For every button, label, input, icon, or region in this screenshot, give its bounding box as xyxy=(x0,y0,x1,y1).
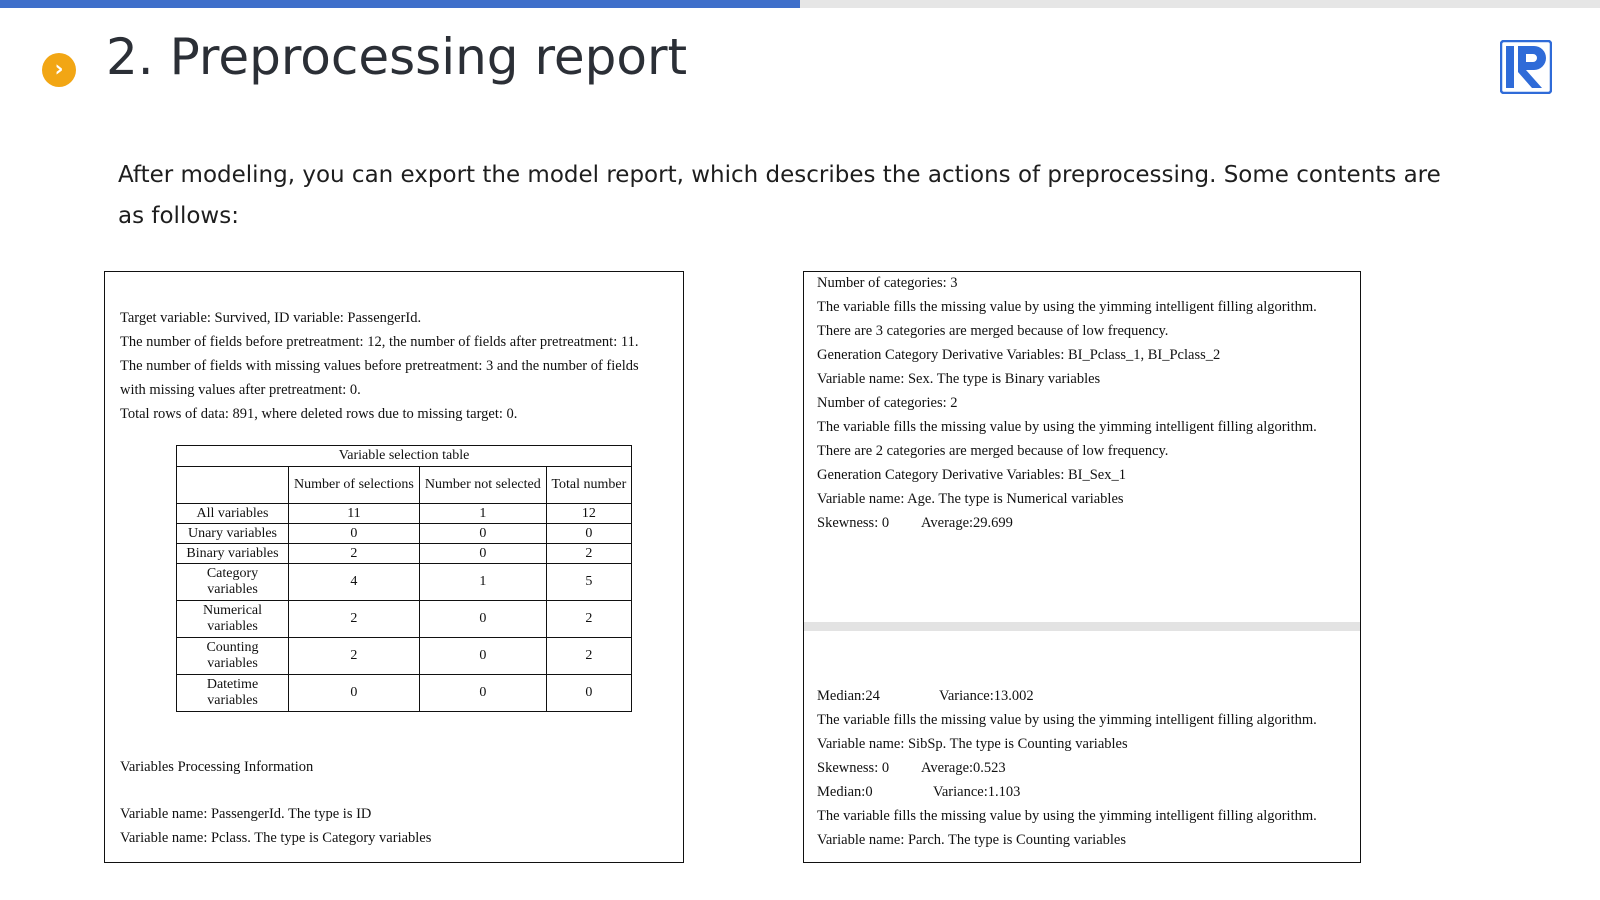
progress-bar-fill xyxy=(0,0,800,8)
summary-line: The number of fields with missing values before pretreatment: 3 and the number of fields xyxy=(120,358,639,374)
stat-median: Median:0 xyxy=(817,784,873,800)
stat-variance: Variance:1.103 xyxy=(933,784,1021,800)
row-label: All variables xyxy=(177,504,289,524)
variable-line: Variable name: PassengerId. The type is ID xyxy=(120,806,372,822)
variable-line: Variable name: Pclass. The type is Category variables xyxy=(120,830,432,846)
stats-line xyxy=(817,515,1013,532)
table-row xyxy=(177,544,632,564)
report-line: There are 2 categories are merged because of low frequency. xyxy=(817,443,1169,459)
summary-line: Total rows of data: 891, where deleted rows due to missing target: 0. xyxy=(120,406,518,422)
row-label: Binary variables xyxy=(177,544,289,564)
cell-selected: 2 xyxy=(289,601,420,638)
table-row xyxy=(177,675,632,712)
table-caption: Variable selection table xyxy=(177,446,632,467)
cell-selected: 0 xyxy=(289,675,420,712)
cell-selected: 4 xyxy=(289,564,420,601)
summary-line: Target variable: Survived, ID variable: PassengerId. xyxy=(120,310,422,326)
stat-variance: Variance:13.002 xyxy=(939,688,1034,704)
summary-line: The number of fields before pretreatment: 12, the number of fields after pretreatment: 11. xyxy=(120,334,639,350)
stat-average: Average:0.523 xyxy=(921,760,1006,776)
report-line: The variable fills the missing value by using the yimming intelligent filling algorithm. xyxy=(817,712,1317,728)
report-line: Number of categories: 3 xyxy=(817,275,958,291)
table-row xyxy=(177,601,632,638)
cell-selected: 0 xyxy=(289,524,420,544)
stat-median: Median:24 xyxy=(817,688,880,704)
stats-line xyxy=(817,760,1006,777)
summary-line: with missing values after pretreatment: 0. xyxy=(120,382,361,398)
section-title: Variables Processing Information xyxy=(120,759,314,775)
report-excerpt-left xyxy=(104,271,684,863)
cell-not-selected: 0 xyxy=(419,638,546,675)
r-logo-icon xyxy=(1500,40,1552,94)
cell-total: 0 xyxy=(546,675,631,712)
page-break-divider xyxy=(804,622,1360,631)
intro-paragraph: After modeling, you can export the model report, which describes the actions of preprocessing. Some contents are as follows: xyxy=(118,162,1441,229)
table-row xyxy=(177,524,632,544)
stat-skewness: Skewness: 0 xyxy=(817,515,890,531)
page-title: 2. Preprocessing report xyxy=(106,28,688,86)
cell-total: 5 xyxy=(546,564,631,601)
report-line: Generation Category Derivative Variables: BI_Sex_1 xyxy=(817,467,1126,483)
cell-selected: 11 xyxy=(289,504,420,524)
chevron-right-icon: › xyxy=(42,53,76,87)
cell-total: 0 xyxy=(546,524,631,544)
cell-not-selected: 0 xyxy=(419,524,546,544)
report-line: The variable fills the missing value by using the yimming intelligent filling algorithm. xyxy=(817,419,1317,435)
row-label: Unary variables xyxy=(177,524,289,544)
cell-not-selected: 0 xyxy=(419,544,546,564)
cell-not-selected: 0 xyxy=(419,675,546,712)
table-header-cell: Number of selections xyxy=(289,467,420,504)
row-label: Datetime variables xyxy=(177,675,289,712)
table-header-cell: Number not selected xyxy=(419,467,546,504)
report-line: Variable name: Sex. The type is Binary variables xyxy=(817,371,1101,387)
row-label: Numerical variables xyxy=(177,601,289,638)
report-line: Generation Category Derivative Variables: BI_Pclass_1, BI_Pclass_2 xyxy=(817,347,1221,363)
progress-bar xyxy=(0,0,1600,8)
table-row xyxy=(177,504,632,524)
report-line: The variable fills the missing value by using the yimming intelligent filling algorithm. xyxy=(817,808,1317,824)
cell-selected: 2 xyxy=(289,638,420,675)
stat-average: Average:29.699 xyxy=(921,515,1013,531)
cell-total: 2 xyxy=(546,601,631,638)
table-row xyxy=(177,638,632,675)
row-label: Counting variables xyxy=(177,638,289,675)
cell-total: 12 xyxy=(546,504,631,524)
cell-not-selected: 0 xyxy=(419,601,546,638)
report-line: Variable name: SibSp. The type is Counting variables xyxy=(817,736,1128,752)
variable-selection-table xyxy=(176,445,632,712)
report-line: Number of categories: 2 xyxy=(817,395,958,411)
report-line: Variable name: Parch. The type is Counting variables xyxy=(817,832,1126,848)
cell-total: 2 xyxy=(546,638,631,675)
report-line: The variable fills the missing value by using the yimming intelligent filling algorithm. xyxy=(817,299,1317,315)
cell-not-selected: 1 xyxy=(419,564,546,601)
report-line: There are 3 categories are merged because of low frequency. xyxy=(817,323,1169,339)
report-line: Variable name: Age. The type is Numerical variables xyxy=(817,491,1124,507)
cell-selected: 2 xyxy=(289,544,420,564)
table-row xyxy=(177,564,632,601)
table-header-cell xyxy=(177,467,289,504)
table-header-cell: Total number xyxy=(546,467,631,504)
row-label: Category variables xyxy=(177,564,289,601)
stats-line xyxy=(817,784,1020,801)
report-excerpt-right xyxy=(803,271,1361,863)
stats-line xyxy=(817,688,1034,705)
cell-not-selected: 1 xyxy=(419,504,546,524)
cell-total: 2 xyxy=(546,544,631,564)
stat-skewness: Skewness: 0 xyxy=(817,760,890,776)
